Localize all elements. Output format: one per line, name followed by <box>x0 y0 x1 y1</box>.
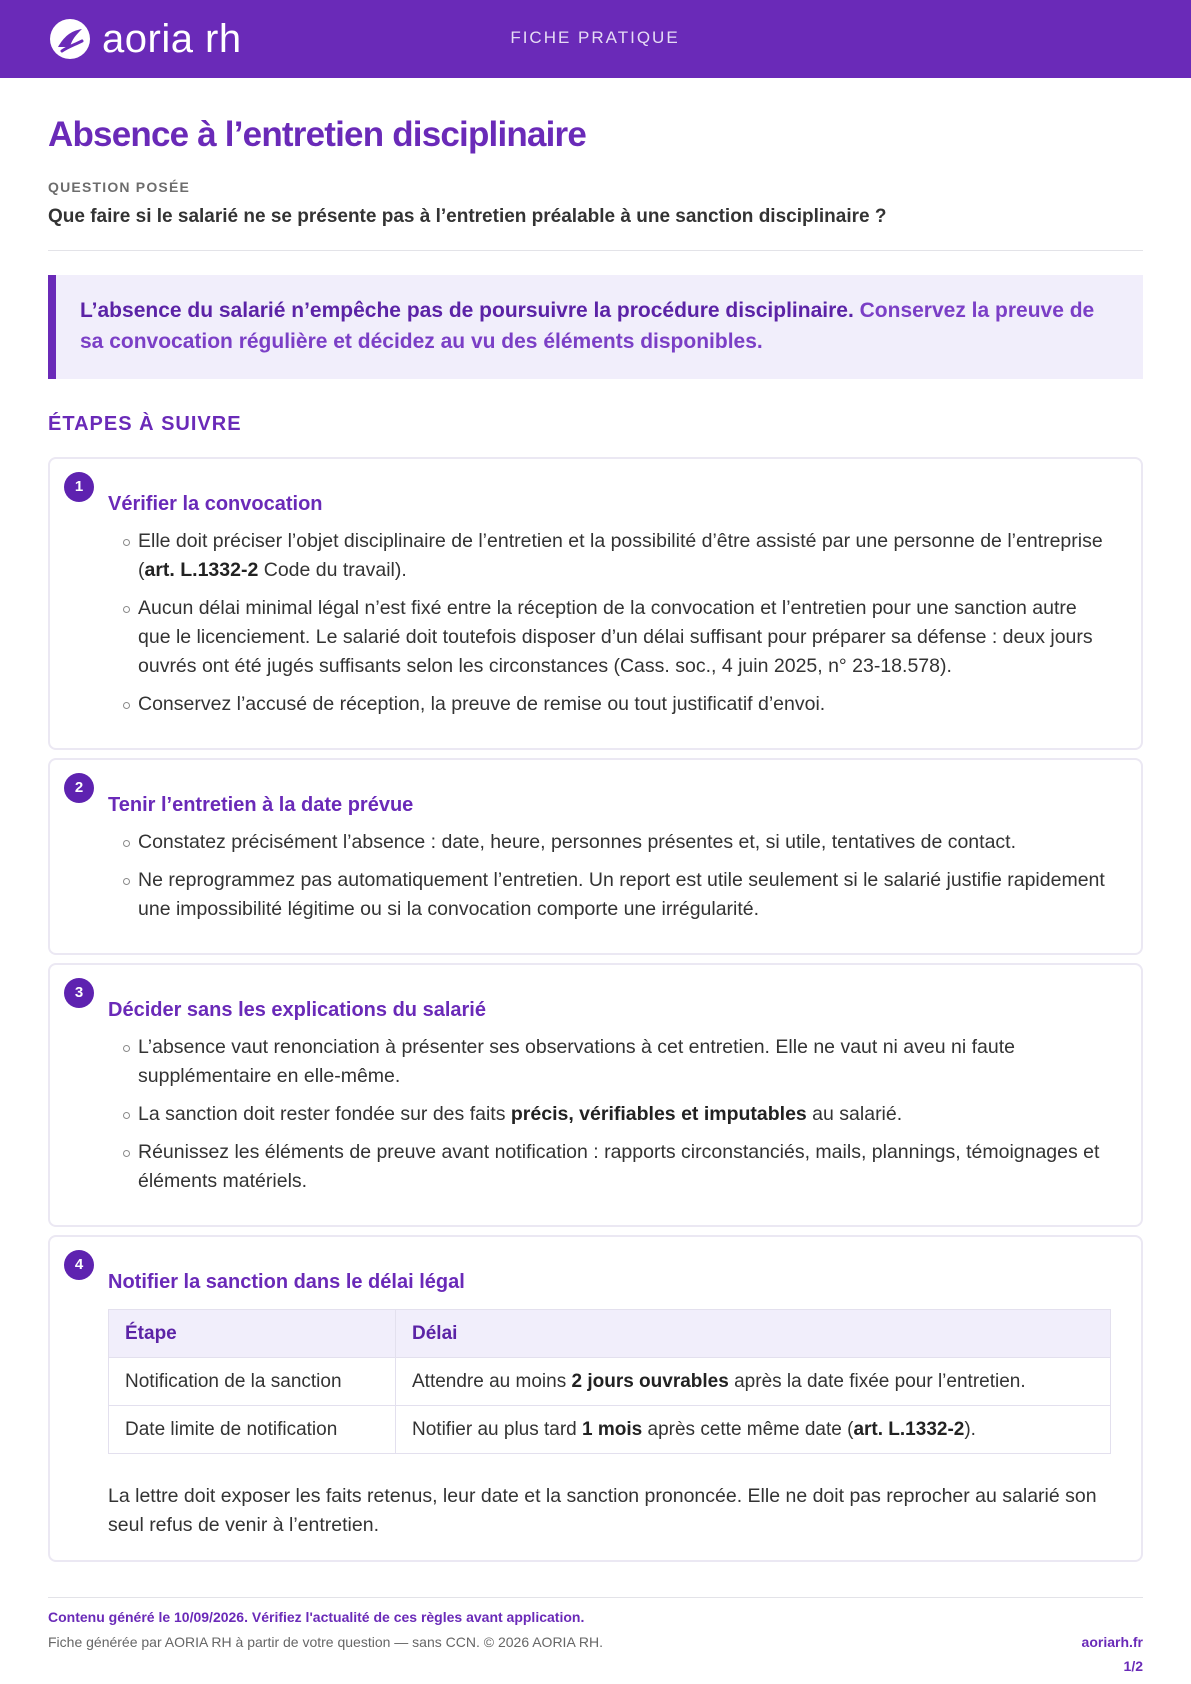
step-number-badge: 1 <box>64 472 94 502</box>
list-item <box>108 594 1111 681</box>
page-header <box>0 0 1191 78</box>
bullet-list <box>108 1033 1111 1196</box>
question-label: QUESTION POSÉE <box>48 179 191 195</box>
footer-divider <box>48 1597 1143 1598</box>
table-cell-delay <box>396 1406 1111 1454</box>
text-run: Réunissez les éléments de preuve avant notification : rapports circonstanciés, mails, plannings, témoignages et éléments matériels. <box>138 1141 1100 1192</box>
footer-meta: Fiche générée par AORIA RH à partir de votre question — sans CCN. © 2026 AORIA RH. <box>48 1634 604 1650</box>
emphasis-text: 2 jours ouvrables <box>571 1370 729 1392</box>
table-header-row <box>109 1310 1111 1358</box>
callout-text: Conservez la preuve de sa convocation régulière et décidez au vu des éléments disponibles. <box>80 299 1095 353</box>
text-run: au salarié. <box>806 1103 903 1125</box>
text-run: après la date fixée pour l’entretien. <box>728 1370 1026 1392</box>
callout-lead: L’absence du salarié n’empêche pas de poursuivre la procédure disciplinaire. <box>80 299 854 322</box>
divider <box>48 250 1143 251</box>
list-item <box>108 866 1111 924</box>
text-run: La sanction doit rester fondée sur des faits <box>138 1103 511 1125</box>
step-card-4 <box>48 1235 1143 1562</box>
emphasis-text: 1 mois <box>582 1418 643 1440</box>
table-cell-delay <box>396 1358 1111 1406</box>
text-run: ). <box>964 1418 976 1440</box>
table-header-delay: Délai <box>396 1310 1111 1358</box>
text-run: Aucun délai minimal légal n’est fixé entre la réception de la convocation et l’entretien pour une sanction autre que le licenciement. Le salarié doit toutefois disposer d’un délai suffisant pour préparer sa défense : deux jours ouvrés ont été jugés suffisants selon les circonstances (Cass. soc., 4 juin 2025, n° 23-18.578). <box>138 597 1093 677</box>
list-item <box>108 1100 1111 1129</box>
step-card-2 <box>48 758 1143 955</box>
table-cell-step: Date limite de notification <box>109 1406 396 1454</box>
list-item <box>108 690 1111 719</box>
page-number: 1/2 <box>1123 1658 1143 1674</box>
step-card-3 <box>48 963 1143 1227</box>
page-title: Absence à l’entretien disciplinaire <box>48 115 587 154</box>
summary-callout <box>48 275 1143 379</box>
text-run: Notifier au plus tard <box>412 1418 583 1440</box>
list-item <box>108 828 1111 857</box>
step-card-1 <box>48 457 1143 750</box>
step-title: Vérifier la convocation <box>108 493 323 515</box>
document-body <box>48 110 1143 1562</box>
text-run: après cette même date ( <box>642 1418 854 1440</box>
text-run: L’absence vaut renonciation à présenter ses observations à cet entretien. Elle ne vaut ni aveu ni faute supplémentaire en elle-même. <box>138 1036 1015 1087</box>
text-run: Code du travail). <box>258 559 407 581</box>
table-row <box>109 1358 1111 1406</box>
footer-warning: Contenu généré le 10/09/2026. Vérifiez l'actualité de ces règles avant application. <box>48 1609 585 1625</box>
section-title: ÉTAPES À SUIVRE <box>48 413 242 435</box>
bullet-list <box>108 828 1111 924</box>
emphasis-text: art. L.1332-2 <box>144 559 259 581</box>
step-note: La lettre doit exposer les faits retenus, leur date et la sanction prononcée. Elle ne doit pas reprocher au salarié son seul refus de venir à l’entretien. <box>108 1485 1097 1536</box>
table-header-step: Étape <box>109 1310 396 1358</box>
step-title: Décider sans les explications du salarié <box>108 999 486 1021</box>
text-run: Constatez précisément l’absence : date, heure, personnes présentes et, si utile, tentatives de contact. <box>138 831 1017 853</box>
footer-site-link[interactable]: aoriarh.fr <box>1081 1634 1143 1650</box>
text-run: Ne reprogrammez pas automatiquement l’entretien. Un report est utile seulement si le salarié justifie rapidement une impossibilité légitime ou si la convocation comporte une irrégularité. <box>138 869 1105 920</box>
brand-logo[interactable] <box>48 16 242 62</box>
emphasis-text: précis, vérifiables et imputables <box>510 1103 807 1125</box>
bullet-list <box>108 527 1111 719</box>
delay-table <box>108 1309 1111 1454</box>
emphasis-text: art. L.1332-2 <box>853 1418 965 1440</box>
list-item <box>108 1138 1111 1196</box>
list-item <box>108 1033 1111 1091</box>
text-run: Conservez l’accusé de réception, la preuve de remise ou tout justificatif d’envoi. <box>138 693 826 715</box>
steps-list <box>48 457 1143 1227</box>
text-run: Elle doit préciser l’objet disciplinaire de l’entretien et la possibilité d’être assisté par une personne de l’entreprise ( <box>138 530 1103 581</box>
aoria-logo-icon <box>48 17 92 61</box>
brand-name: aoria rh <box>102 17 242 61</box>
step-title: Tenir l’entretien à la date prévue <box>108 794 414 816</box>
list-item <box>108 527 1111 585</box>
step-number-badge: 3 <box>64 978 94 1008</box>
question-text: Que faire si le salarié ne se présente pas à l’entretien préalable à une sanction disciplinaire ? <box>48 206 887 227</box>
step-number-badge: 2 <box>64 773 94 803</box>
text-run: Attendre au moins <box>412 1370 572 1392</box>
table-row <box>109 1406 1111 1454</box>
step-number-badge: 4 <box>64 1250 94 1280</box>
step-title: Notifier la sanction dans le délai légal <box>108 1271 465 1293</box>
document-type-label: FICHE PRATIQUE <box>510 28 680 47</box>
table-cell-step: Notification de la sanction <box>109 1358 396 1406</box>
